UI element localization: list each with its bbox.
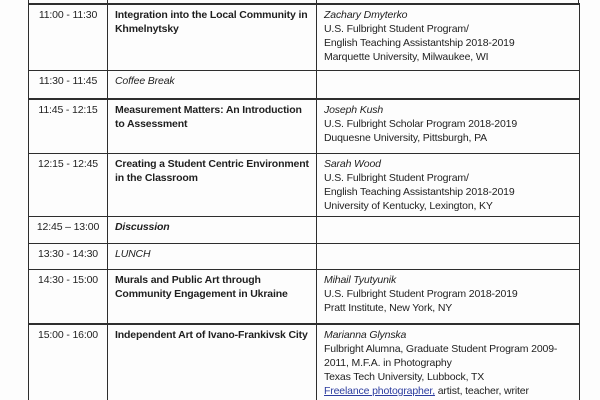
speaker-name: Sarah Wood [324,157,381,170]
session-title: LUNCH [115,247,151,260]
speaker-detail-line: U.S. Fulbright Student Program/ [324,171,469,184]
schedule-row [29,99,580,153]
session-title-cell [108,153,317,216]
schedule-table-body [29,4,580,400]
session-title-cell [108,324,317,400]
speaker-name: Marianna Glynska [324,329,407,341]
speaker-cell [317,216,580,243]
schedule-row [29,153,580,216]
time-cell: 13:30 - 14:30 [29,243,108,269]
speaker-name: Joseph Kush [324,104,384,116]
time-cell: 15:00 - 16:00 [29,324,108,400]
speaker-detail-line: U.S. Fulbright Student Program 2018-2019 [324,287,518,300]
time-cell: 12:15 - 12:45 [29,153,108,216]
session-title: Integration into the Local Community in Khmelnytsky [115,9,308,35]
detail-text-after-link: artist, teacher, writer [434,385,529,397]
session-title: Murals and Public Art through Community Engagement in Ukraine [115,273,288,300]
freelance-photographer-link[interactable]: Freelance photographer, [324,385,435,397]
session-title-cell [108,4,317,70]
speaker-detail-line: Pratt Institute, New York, NY [324,301,453,314]
speaker-detail-line: University of Kentucky, Lexington, KY [324,199,493,212]
time-cell: 12:45 – 13:00 [29,216,108,243]
session-title: Creating a Student Centric Environment in the Classroom [115,157,309,184]
session-title-cell [108,269,317,324]
time-cell: 11:45 - 12:15 [29,99,108,153]
speaker-cell [317,153,580,216]
speaker-cell [317,243,580,269]
speaker-detail-line [324,384,573,398]
speaker-cell [317,99,580,153]
speaker-detail-line: Marquette University, Milwaukee, WI [324,51,489,63]
time-cell: 14:30 - 15:00 [29,269,108,324]
schedule-row [29,216,580,243]
speaker-detail-line: English Teaching Assistantship 2018-2019 [324,37,515,49]
session-title: Coffee Break [115,74,175,87]
speaker-cell [317,269,580,324]
speaker-name: Zachary Dmyterko [324,9,408,21]
speaker-cell [317,70,580,99]
speaker-detail-line: Duquesne University, Pittsburgh, PA [324,132,488,144]
speaker-cell [317,4,580,70]
session-title-cell [108,70,317,99]
schedule-row [29,243,580,269]
session-title: Independent Art of Ivano-Frankivsk City [115,329,308,341]
session-title-cell [108,99,317,153]
schedule-row [29,269,580,324]
schedule-table [28,3,580,400]
time-cell: 11:00 - 11:30 [29,4,108,70]
speaker-detail-line: English Teaching Assistantship 2018-2019 [324,185,515,198]
schedule-row [29,4,580,70]
speaker-detail-line: Texas Tech University, Lubbock, TX [324,371,485,383]
session-title: Measurement Matters: An Introduction to Assessment [115,104,302,130]
session-title-cell [108,243,317,269]
schedule-row [29,324,580,400]
speaker-detail-line: U.S. Fulbright Scholar Program 2018-2019 [324,118,518,130]
schedule-row [29,70,580,99]
session-title-cell [108,216,317,243]
speaker-name: Mihail Tyutyunik [324,273,397,286]
session-title: Discussion [115,220,170,233]
time-cell: 11:30 - 11:45 [29,70,108,99]
speaker-detail-line: U.S. Fulbright Student Program/ [324,23,469,35]
speaker-cell [317,324,580,400]
speaker-detail-line: Fulbright Alumna, Graduate Student Program 2009-2011, M.F.A. in Photography [324,343,558,369]
